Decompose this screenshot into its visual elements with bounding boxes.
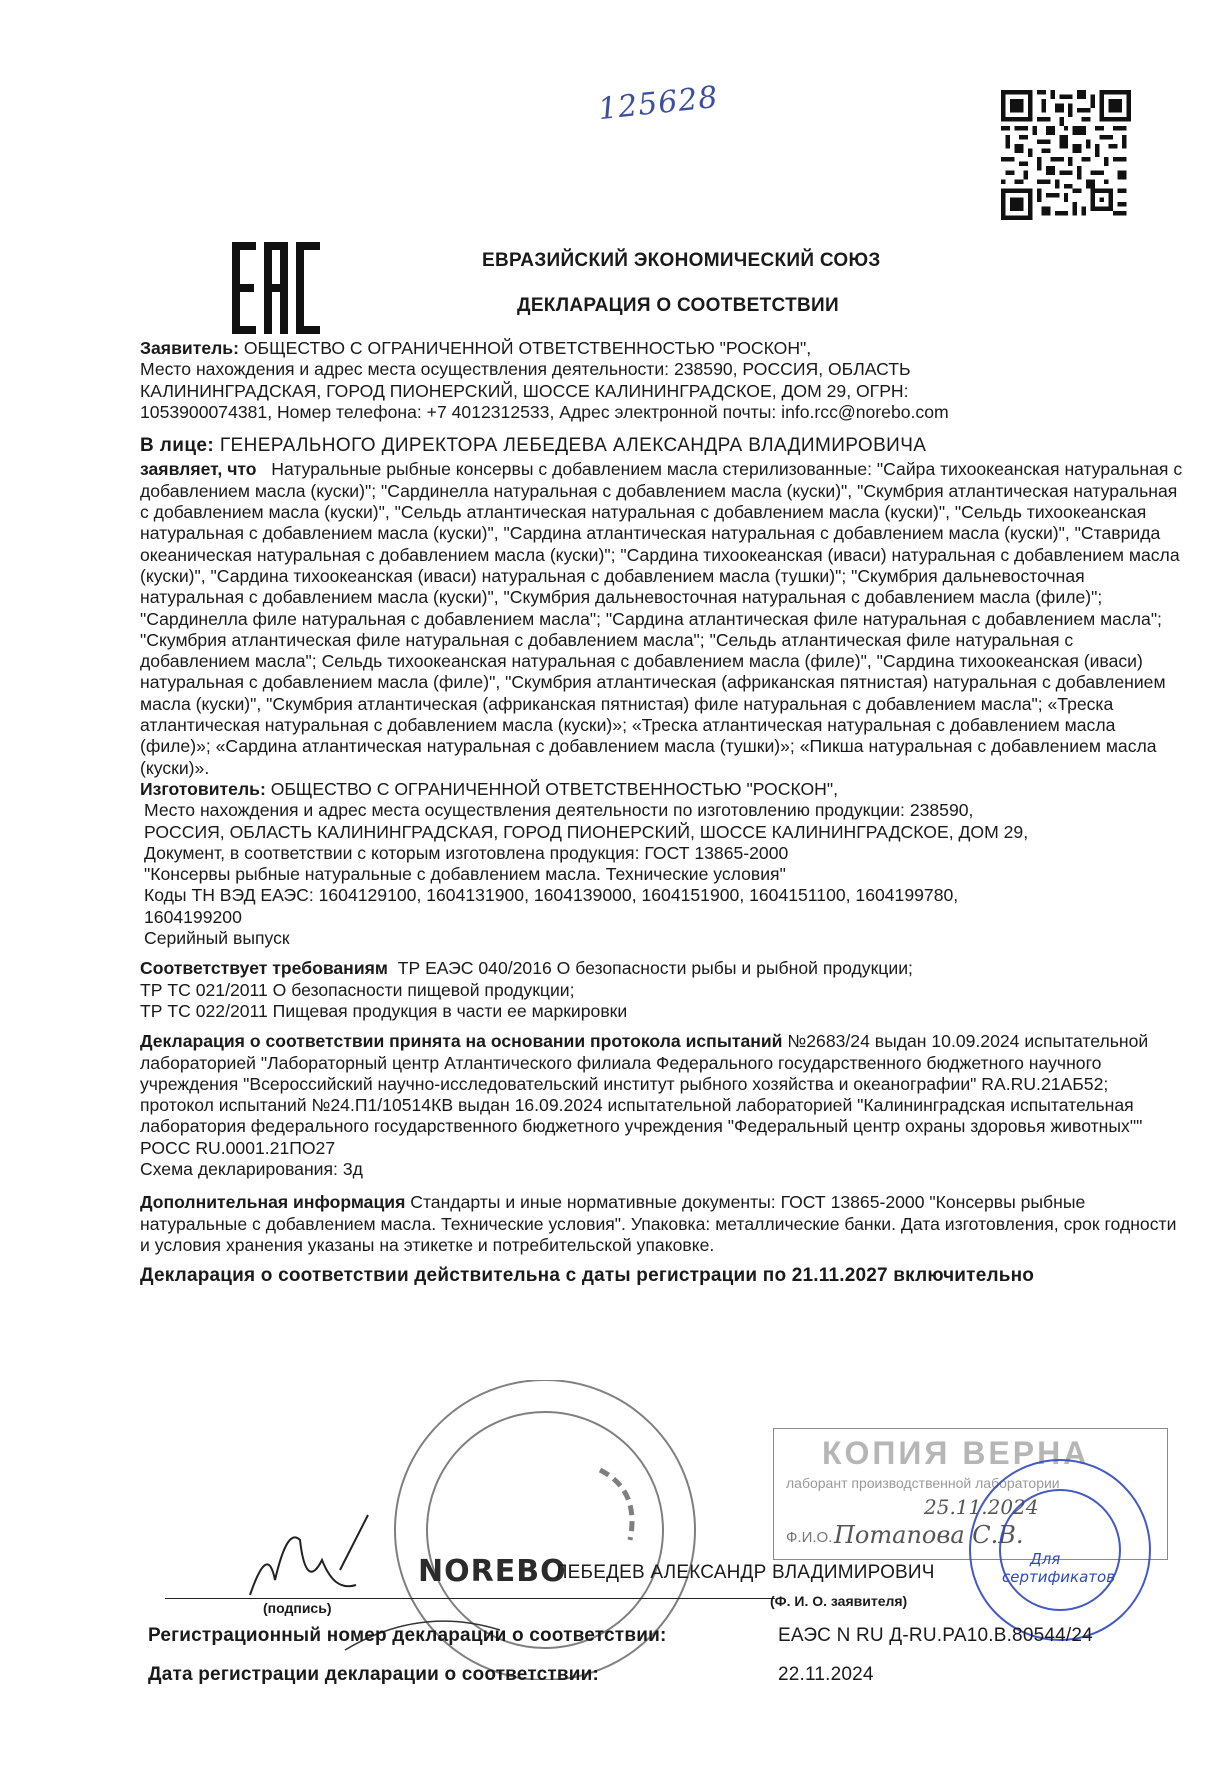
signature-area <box>0 1380 1226 1685</box>
applicant-address-1: Место нахождения и адрес места осуществления деятельности: 238590, РОССИЯ, ОБЛАСТЬ <box>140 359 911 380</box>
qr-code-icon <box>1001 90 1131 220</box>
declares-label: заявляет, что <box>140 459 257 480</box>
union-title: ЕВРАЗИЙСКИЙ ЭКОНОМИЧЕСКИЙ СОЮЗ <box>482 250 881 271</box>
manufacturer-line <box>140 779 1185 800</box>
norebo-stamp-brand: NOREBO <box>418 1554 567 1589</box>
representative-line <box>140 435 1185 456</box>
declaration-title: ДЕКЛАРАЦИЯ О СООТВЕТСТВИИ <box>517 295 839 316</box>
registration-number-value: ЕАЭС N RU Д-RU.РА10.В.80544/24 <box>778 1625 1093 1646</box>
signer-name: ЛЕБЕДЕВ АЛЕКСАНДР ВЛАДИМИРОВИЧ <box>555 1562 935 1583</box>
representative-label: В лице: <box>140 435 215 457</box>
requirement-3: ТР ТС 022/2011 Пищевая продукция в части ее маркировки <box>140 1000 628 1021</box>
tnved-codes-2: 1604199200 <box>144 906 242 927</box>
blue-stamp-line2: сертификатов <box>1002 1568 1116 1586</box>
additional-text: Стандарты и иные нормативные документы: ГОСТ 13865-2000 "Консервы рыбные натуральные с добавлением масла. Технические условия". Упаковка: металлические банки. Дата изготовления, срок годности и условия хранения указаны на этикетке и потребительской упаковке. <box>140 1192 1177 1255</box>
manufacturer-document-name: "Консервы рыбные натуральные с добавлением масла. Технические условия" <box>144 864 786 885</box>
manufacturer-address-1: Место нахождения и адрес места осуществления деятельности по изготовлению продукции: 238590, <box>144 800 974 821</box>
requirements-line <box>140 958 1185 979</box>
manufacturer-label: Изготовитель: <box>140 778 266 799</box>
applicant-name: ОБЩЕСТВО С ОГРАНИЧЕННОЙ ОТВЕТСТВЕННОСТЬЮ "РОСКОН", <box>243 338 812 358</box>
basis-paragraph <box>140 1031 1185 1159</box>
basis-text: №2683/24 выдан 10.09.2024 испытательной лабораторией "Лабораторный центр Атлантического филиала Федерального государственного бюджетного научного учреждения "Всероссийский научно-исследовательский институт рыбного хозяйства и океанографии" RA.RU.21АБ52; протокол испытаний №24.П1/10514КВ выдан 16.09.2024 испытательной лабораторией "Калининградская испытательная лаборатория федерального государственного бюджетного учреждения "Федеральный центр охраны здоровья животных"" РОСС RU.0001.21ПО27 <box>140 1031 1149 1158</box>
applicant-label: Заявитель: <box>140 338 239 358</box>
applicant-address-2: КАЛИНИНГРАДСКАЯ, ГОРОД ПИОНЕРСКИЙ, ШОССЕ КАЛИНИНГРАДСКОЕ, ДОМ 29, ОГРН: <box>140 380 909 401</box>
applicant-address-3: 1053900074381, Номер телефона: +7 4012312533, Адрес электронной почты: info.rcc@norebo.com <box>140 401 949 422</box>
copy-stamp-name: Потапова С.В. <box>834 1521 1024 1549</box>
declaration-scheme: Схема декларирования: 3д <box>140 1158 363 1179</box>
tnved-codes-1: Коды ТН ВЭД ЕАЭС: 1604129100, 1604131900, 1604139000, 1604151900, 1604151100, 1604199780, <box>144 885 959 906</box>
fio-label: (Ф. И. О. заявителя) <box>770 1593 908 1609</box>
handwritten-number: 125628 <box>596 79 721 128</box>
copy-stamp-title: КОПИЯ ВЕРНА <box>822 1435 1090 1471</box>
declares-paragraph <box>140 459 1185 778</box>
declares-text: Натуральные рыбные консервы с добавлением масла стерилизованные: "Сайра тихоокеанская натуральная с добавлением масла (куски)"; "Сардинелла натуральная с добавлением масла (куски)", "Скумбрия атлантическая натуральная с добавлением масла (куски)", "Сельдь атлантическая натуральная с добавлением масла (куски)", "Сельдь тихоокеанская натуральная с добавлением масла (куски)", "Сардина атлантическая натуральная с добавлением масла (куски)", "Ставрида океаническая натуральная с добавлением масла (куски)"; "Сардина тихоокеанская (иваси) натуральная с добавлением масла (куски)", "Сардина тихоокеанская (иваси) натуральная с добавлением масла (тушки)"; "Скумбрия дальневосточная натуральная с добавлением масла (куски)", "Скумбрия дальневосточная натуральная с добавлением масла (филе)"; "Сардинелла филе натуральная с добавлением масла"; "Сардина атлантическая филе натуральная с добавлением масла"; "Скумбрия атлантическая филе натуральная с добавлением масла"; "Сельдь атлантическая филе натуральная с добавлением масла"; Сельдь тихоокеанская натуральная с добавлением масла (филе)", "Сардина тихоокеанская (иваси) натуральная с добавлением масла (филе)", "Скумбрия атлантическая (африканская пятнистая) натуральная с добавлением масла (куски)", "Скумбрия атлантическая (африканская пятнистая) филе натуральная с добавлением масла"; «Треска атлантическая натуральная с добавлением масла (куски)»; «Треска атлантическая натуральная с добавлением масла (филе)»; «Сардина атлантическая натуральная с добавлением масла (тушки)»; «Пикша натуральная с добавлением масла (куски)». <box>140 459 1183 778</box>
applicant-line <box>140 338 1185 359</box>
manufacturer-document: Документ, в соответствии с которым изготовлена продукция: ГОСТ 13865-2000 <box>144 842 789 863</box>
validity-line: Декларация о соответствии действительна с даты регистрации по 21.11.2027 включительно <box>140 1265 1035 1287</box>
requirements-label: Соответствует требованиям <box>140 958 388 979</box>
manufacturer-name: ОБЩЕСТВО С ОГРАНИЧЕННОЙ ОТВЕТСТВЕННОСТЬЮ "РОСКОН", <box>270 778 839 799</box>
requirement-1: ТР ЕАЭС 040/2016 О безопасности рыбы и рыбной продукции; <box>397 958 913 979</box>
copy-stamp-date: 25.11.2024 <box>924 1495 1039 1519</box>
copy-stamp-fio-label: Ф.И.О. <box>786 1529 833 1546</box>
copy-stamp-lab: лаборант производственной лаборатории <box>786 1475 1060 1491</box>
signature-flourish <box>340 1515 368 1570</box>
blue-stamp-line1: Для <box>1030 1550 1061 1568</box>
additional-paragraph <box>140 1192 1185 1256</box>
additional-label: Дополнительная информация <box>140 1192 406 1213</box>
manufacturer-address-2: РОССИЯ, ОБЛАСТЬ КАЛИНИНГРАДСКАЯ, ГОРОД ПИОНЕРСКИЙ, ШОССЕ КАЛИНИНГРАДСКОЕ, ДОМ 29, <box>144 821 1029 842</box>
registration-date-label: Дата регистрации декларации о соответствии: <box>148 1664 600 1685</box>
registration-number-label: Регистрационный номер декларации о соответствии: <box>148 1625 667 1646</box>
signature-line <box>165 1598 775 1599</box>
series-type: Серийный выпуск <box>144 928 290 949</box>
declaration-body <box>140 338 1185 1286</box>
eac-logo <box>232 242 320 334</box>
requirement-2: ТР ТС 021/2011 О безопасности пищевой продукции; <box>140 979 575 1000</box>
representative-value: ГЕНЕРАЛЬНОГО ДИРЕКТОРА ЛЕБЕДЕВА АЛЕКСАНДРА ВЛАДИМИРОВИЧА <box>219 435 927 457</box>
basis-label: Декларация о соответствии принята на основании протокола испытаний <box>140 1031 783 1052</box>
signature-label: (подпись) <box>263 1600 332 1616</box>
director-signature <box>250 1537 356 1595</box>
registration-date-value: 22.11.2024 <box>778 1664 874 1685</box>
